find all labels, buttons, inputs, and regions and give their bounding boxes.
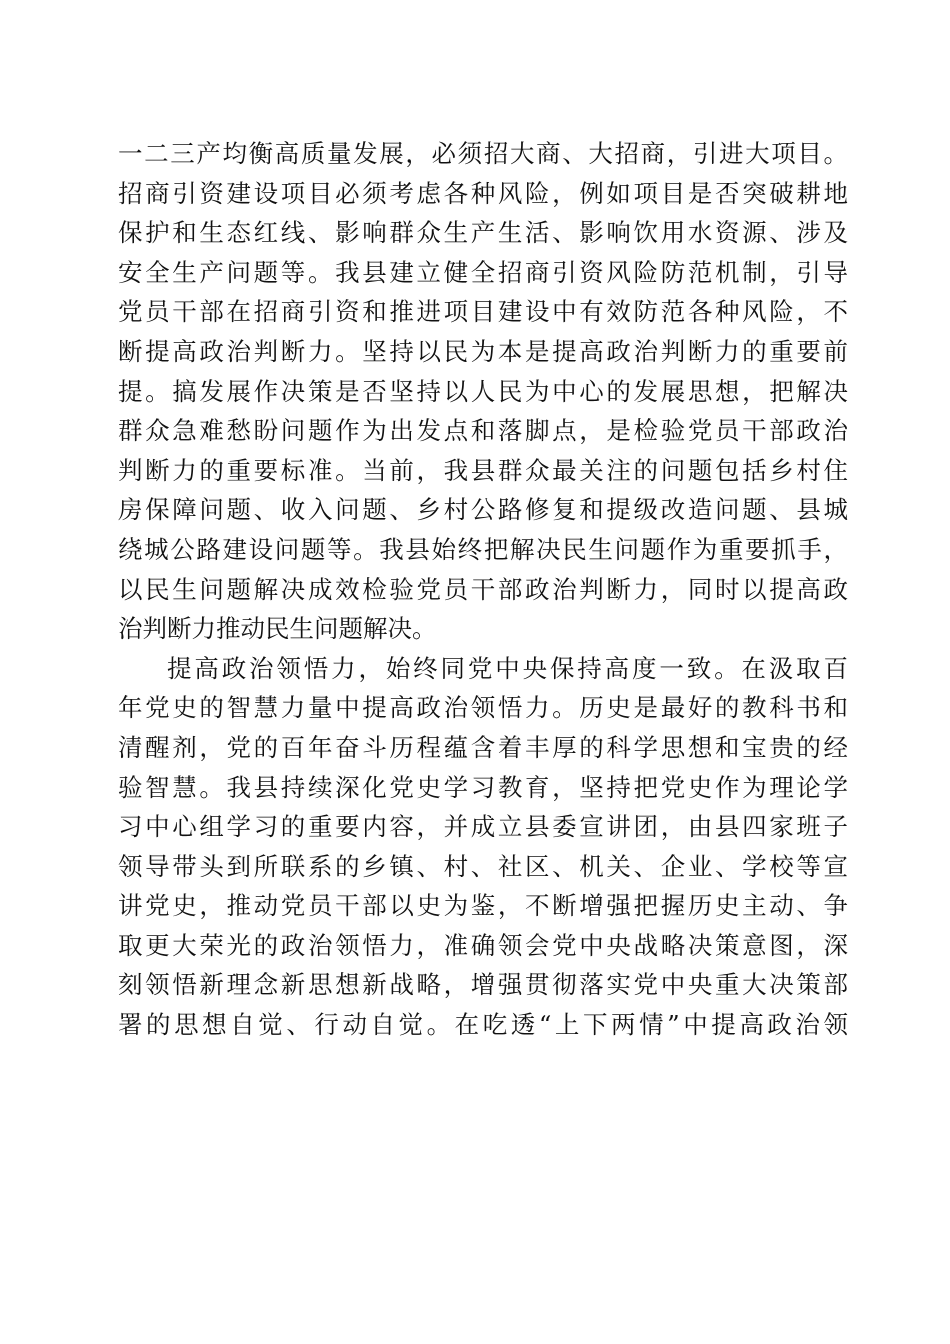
body-text [118,134,848,1045]
text-line: 习中心组学习的重要内容，并成立县委宣讲团，由县四家班子 [118,812,848,842]
text-line: 一二三产均衡高质量发展，必须招大商、大招商，引进大项目。 [118,139,848,168]
text-line: 提。搞发展作决策是否坚持以人民为中心的发展思想，把解决 [118,376,848,406]
text-line: 党员干部在招商引资和推进项目建设中有效防范各种风险，不 [118,297,848,327]
text-line: 招商引资建设项目必须考虑各种风险，例如项目是否突破耕地 [118,178,848,208]
text-line: 群众急难愁盼问题作为出发点和落脚点，是检验党员干部政治 [118,416,848,446]
text-line: 房保障问题、收入问题、乡村公路修复和提级改造问题、县城 [118,495,848,525]
text-line: 绕城公路建设问题等。我县始终把解决民生问题作为重要抓手， [118,534,848,564]
text-line: 领导带头到所联系的乡镇、村、社区、机关、企业、学校等宣 [118,851,848,881]
text-line: 年党史的智慧力量中提高政治领悟力。历史是最好的教科书和 [118,693,848,723]
text-line: 刻领悟新理念新思想新战略，增强贯彻落实党中央重大决策部 [118,970,848,1000]
text-line: 断提高政治判断力。坚持以民为本是提高政治判断力的重要前 [118,336,848,366]
text-line: 治判断力推动民生问题解决。 [118,614,437,644]
text-line: 验智慧。我县持续深化党史学习教育，坚持把党史作为理论学 [118,772,848,802]
text-line: 讲党史，推动党员干部以史为鉴，不断增强把握历史主动、争 [118,891,848,921]
text-line: 判断力的重要标准。当前，我县群众最关注的问题包括乡村住 [118,455,848,485]
paragraph-first-line: 提高政治领悟力，始终同党中央保持高度一致。在汲取百 [167,653,848,683]
text-line: 保护和生态红线、影响群众生产生活、影响饮用水资源、涉及 [118,218,848,248]
text-line: 以民生问题解决成效检验党员干部政治判断力，同时以提高政 [118,574,848,604]
text-line: 取更大荣光的政治领悟力，准确领会党中央战略决策意图，深 [118,930,848,960]
text-line: 安全生产问题等。我县建立健全招商引资风险防范机制，引导 [118,257,848,287]
text-line: 清醒剂，党的百年奋斗历程蕴含着丰厚的科学思想和宝贵的经 [118,732,848,762]
text-line: 署的思想自觉、行动自觉。在吃透“上下两情”中提高政治领 [118,1010,848,1040]
